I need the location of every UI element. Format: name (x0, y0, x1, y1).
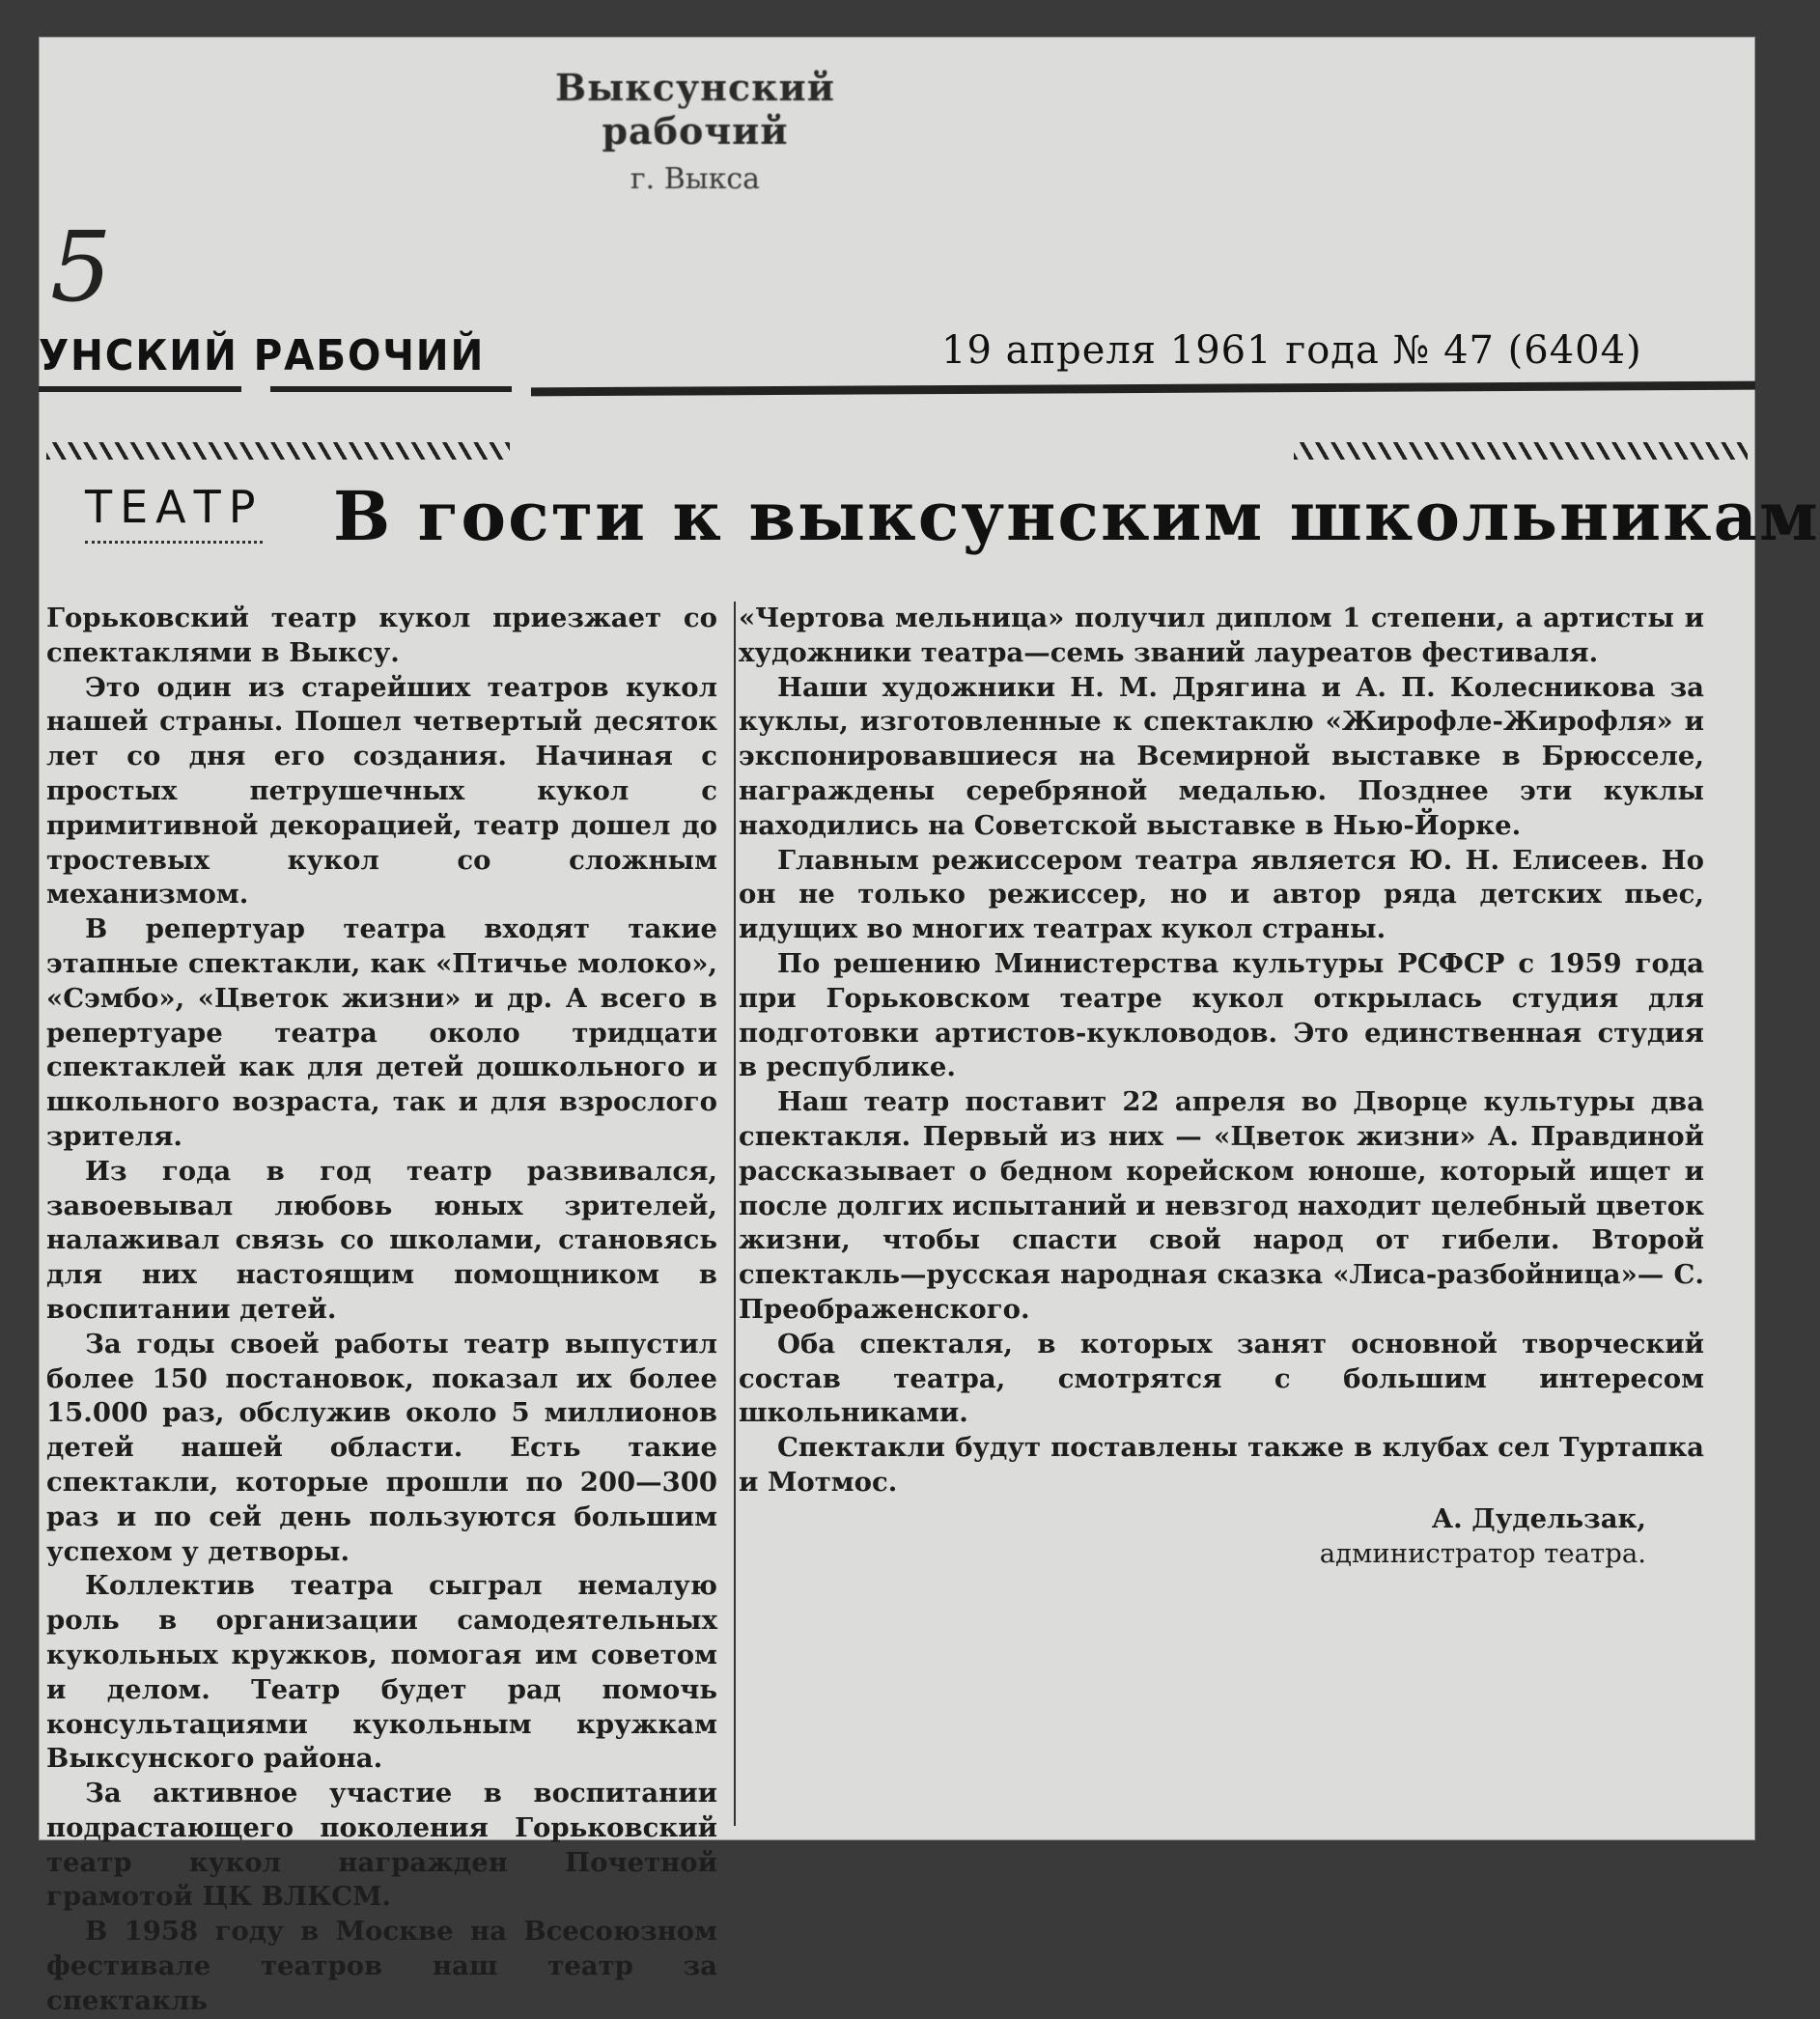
paragraph: За годы своей работы театр выпустил более 150 постановок, показал их более 15.000 раз, обслужив около 5 миллионов детей нашей области. Есть такие спектакли, которые прошли по 200—300 раз и по сей день пользуются большим успехом у детворы. (46, 1328, 717, 1567)
paragraph: В репертуар театра входят такие этапные спектакли, как «Птичье молоко», «Сэмбо», «Цветок жизни» и др. А всего в репертуаре театра около тридцати спектаклей как для детей дошкольного и школьного возраста, так и для взрослого зрителя. (46, 913, 717, 1152)
article-column-right (739, 602, 1704, 1571)
paragraph: По решению Министерства культуры РСФСР с 1959 года при Горьковском театре кукол открылась студия для подготовки артистов-кукловодов. Это единственная студия в республике. (739, 947, 1704, 1083)
stamp-line-2: г. Выкса (630, 162, 761, 196)
paragraph: Из года в год театр развивался, завоевывал любовь юных зрителей, налаживал связь со школами, становясь для них настоящим помощником в воспитании детей. (46, 1155, 717, 1325)
masthead-paper-name: УНСКИЙ РАБОЧИЙ (39, 331, 486, 380)
paragraph: За активное участие в воспитании подрастающего поколения Горьковский театр кукол награжден Почетной грамотой ЦК ВЛКСМ. (46, 1778, 717, 1913)
paragraph: Коллектив театра сыграл немалую роль в организации самодеятельных кукольных кружков, помогая им советом и делом. Театр будет рад помочь консультациями кукольным кружкам Выксунского района. (46, 1570, 717, 1775)
paragraph: Главным режиссером театра является Ю. Н. Елисеев. Но он не только режиссер, но и автор ряда детских пьес, идущих во многих театрах кукол страны. (739, 844, 1704, 945)
paragraph: Наш театр поставит 22 апреля во Дворце культуры два спектакля. Первый из них — «Цветок жизни» А. Правдиной рассказывает о бедном корейском юноше, который ищет и после долгих испытаний и невзгод находит целебный цветок жизни, чтобы спасти свой народ от гибели. Второй спектакль—русская народная сказка «Лиса-разбойница»— С. Преображенского. (739, 1086, 1704, 1325)
article-rubric: ТЕАТР (85, 481, 263, 544)
paragraph: В 1958 году в Москве на Всесоюзном фестивале театров наш театр за спектакль (46, 1916, 717, 2016)
archive-stamp (463, 66, 927, 196)
paragraph: «Чертова мельница» получил диплом 1 степени, а артисты и художники театра—семь званий лауреатов фестиваля. (739, 603, 1704, 668)
stamp-line-1: Выксунский рабочий (555, 66, 835, 153)
signature-name: А. Дудельзак, (1431, 1502, 1646, 1534)
handwritten-number: 5 (50, 210, 112, 323)
newspaper-clipping (39, 37, 1820, 2016)
article-column-left (46, 602, 717, 2019)
hatch-ornament-right (1294, 442, 1748, 460)
masthead-issue-line: 19 апреля 1961 года № 47 (6404) (941, 328, 1642, 373)
hatch-ornament-left (46, 442, 510, 460)
article-signature (739, 1502, 1704, 1572)
masthead-rule (39, 386, 241, 392)
article-headline: В гости к выксунским школьникам (333, 476, 1820, 556)
paragraph: Наши художники Н. М. Дрягина и А. П. Колесникова за куклы, изготовленные к спектаклю «Жирофле-Жирофля» и экспонировавшиеся на Всемирной выставке в Брюсселе, награждены серебряной медалью. Позднее эти куклы находились на Советской выставке в Нью-Йорке. (739, 671, 1704, 841)
masthead-rule (531, 381, 1755, 397)
column-divider (734, 602, 736, 1826)
masthead-rule (270, 386, 512, 392)
paragraph: Оба спекталя, в которых занят основной творческий состав театра, смотрятся с большим интересом школьниками. (739, 1328, 1704, 1429)
paragraph: Это один из старейших театров кукол нашей страны. Пошел четвертый десяток лет со дня его создания. Начиная с простых петрушечных кукол с примитивной декорацией, театр дошел до тростевых кукол со сложным механизмом. (46, 671, 717, 911)
paragraph: Спектакли будут поставлены также в клубах сел Туртапка и Мотмос. (739, 1432, 1704, 1498)
signature-role: администратор театра. (1319, 1537, 1646, 1569)
paragraph: Горьковский театр кукол приезжает со спектаклями в Выксу. (46, 603, 717, 668)
